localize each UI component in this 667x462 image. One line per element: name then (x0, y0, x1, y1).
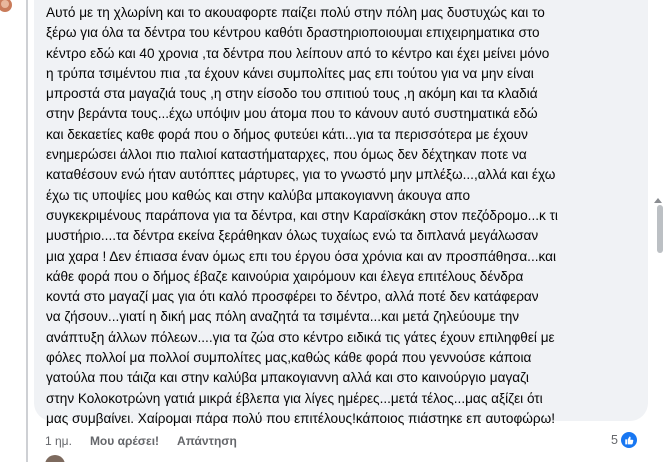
thumbs-up-icon (621, 432, 637, 448)
comment-line: έχω τις υποψίες μου καθώς και στην καλύβα μπακογιαννη άκουγα απο (46, 187, 471, 203)
reaction-summary[interactable] (611, 432, 637, 448)
comment-line: κοντά στο μαγαζί μας για ότι καλό προσφέρει το δέντρο, αλλά ποτέ δεν κατάφεραν (46, 289, 539, 305)
reaction-count: 5 (611, 433, 618, 447)
comment-actions (45, 434, 237, 448)
comment-line: συγκεκριμένους παράπονα για τα δέντρα, και στην Καραϊσκάκη στον πεζόδρομο...κ τι (46, 207, 558, 223)
comment-line: Αυτό με τη χλωρίνη και το ακουαφορτε παίζει πολύ στην πόλη μας δυστυχώς και το (46, 5, 545, 20)
comment-bubble (34, 0, 648, 426)
comment-line: να ζήσουν...γιατί η δική μας πόλη αναζητά τα τσιμέντα...και μετά ζηλεύουμε την (46, 309, 520, 325)
comment-line: στην βεράντα τους...έχω υπόψιν μου άτομα που το κάνουν αυτό συστηματικά εδώ (46, 106, 538, 122)
avatar[interactable] (0, 0, 12, 12)
comment-line: στην Κολοκοτρώνη γατιά μικρά έβλεπα για λίγες ημέρες...μετά τέλος...μας αξίζει ότι (46, 390, 543, 406)
thread-line (26, 0, 28, 462)
comment-line: γατούλα που τάιζα και στην καλύβα μπακογιαννη αλλά και στο καινούργιο μαγαζι (46, 370, 529, 386)
comment-line: ενημερώσει άλλοι πιο παλιοί καταστήματαρχες, που όμως δεν δέχτηκαν ποτε να (46, 147, 527, 163)
comment-timestamp[interactable]: 1 ημ. (45, 434, 72, 448)
comment-line: μπροστά στα μαγαζιά τους ,η στην είσοδο του σπιτιού τους ,η ακόμη και τα κλαδιά (46, 86, 538, 102)
comment-line: μας συμβαίνει. Χαίρομαι πάρα πολύ που επιτέλους!κάποιος πιάστηκε επ αυτοφώρω! (46, 410, 556, 426)
comment-line: η τρύπα τσιμέντου πια ,τα έχουν κάνει συμπολίτες μας επι τούτου για να μην είναι (46, 65, 534, 81)
comment-line: μια χαρα ! Δεν έπιασα έναν όμως επι του έργου όσα χρόνια και αν προσπάθησα...και (46, 248, 557, 264)
like-button[interactable]: Μου αρέσει! (89, 434, 160, 448)
comment-line: κάθε φορά που ο δήμος έβαζε καινούρια χαιρόμουν και έλεγα επιτέλους δένδρα (46, 268, 524, 284)
reply-button[interactable]: Απάντηση (177, 434, 237, 448)
comment-line: καταθέσουν ενώ ήταν αυτόπτες μάρτυρες, για το γνωστό μην μπλέξω...,αλλά και έχω (46, 167, 556, 183)
next-comment-avatar[interactable] (45, 455, 65, 462)
comment-line: και δεκαετίες καθε φορά που ο δήμος φυτεύει κάτι...για τα περισσότερα με έχουν (46, 126, 528, 142)
scrollbar-thumb[interactable] (657, 205, 663, 253)
comment-line: μυστήριο....τα δέντρα εκείνα ξεράθηκαν όλως τυχαίως ενώ τα διπλανά μεγάλωσαν (46, 228, 539, 244)
comment-text (46, 3, 637, 429)
scroll-up-arrow-icon[interactable] (654, 198, 662, 203)
comment-line: ξέρω για όλα τα δέντρα του κέντρου καθότι δραστηριοποιουμαι επιχειρηματικα στο (46, 25, 540, 41)
comment-line: ανάπτυξη άλλων πόλεων....για τα ζώα στο κέντρο ειδικά τις γάτες έχουν επιληφθεί με (46, 329, 555, 345)
comment-line: φόλες πολλοί μα πολλοί συμπολίτες μας,καθώς κάθε φορά που γεννούσε κάποια (46, 350, 532, 366)
comment-line: κέντρο εδώ και 40 χρονια ,τα δέντρα που λείπουν από το κέντρο και έχει μείνει μόνο (46, 45, 550, 61)
